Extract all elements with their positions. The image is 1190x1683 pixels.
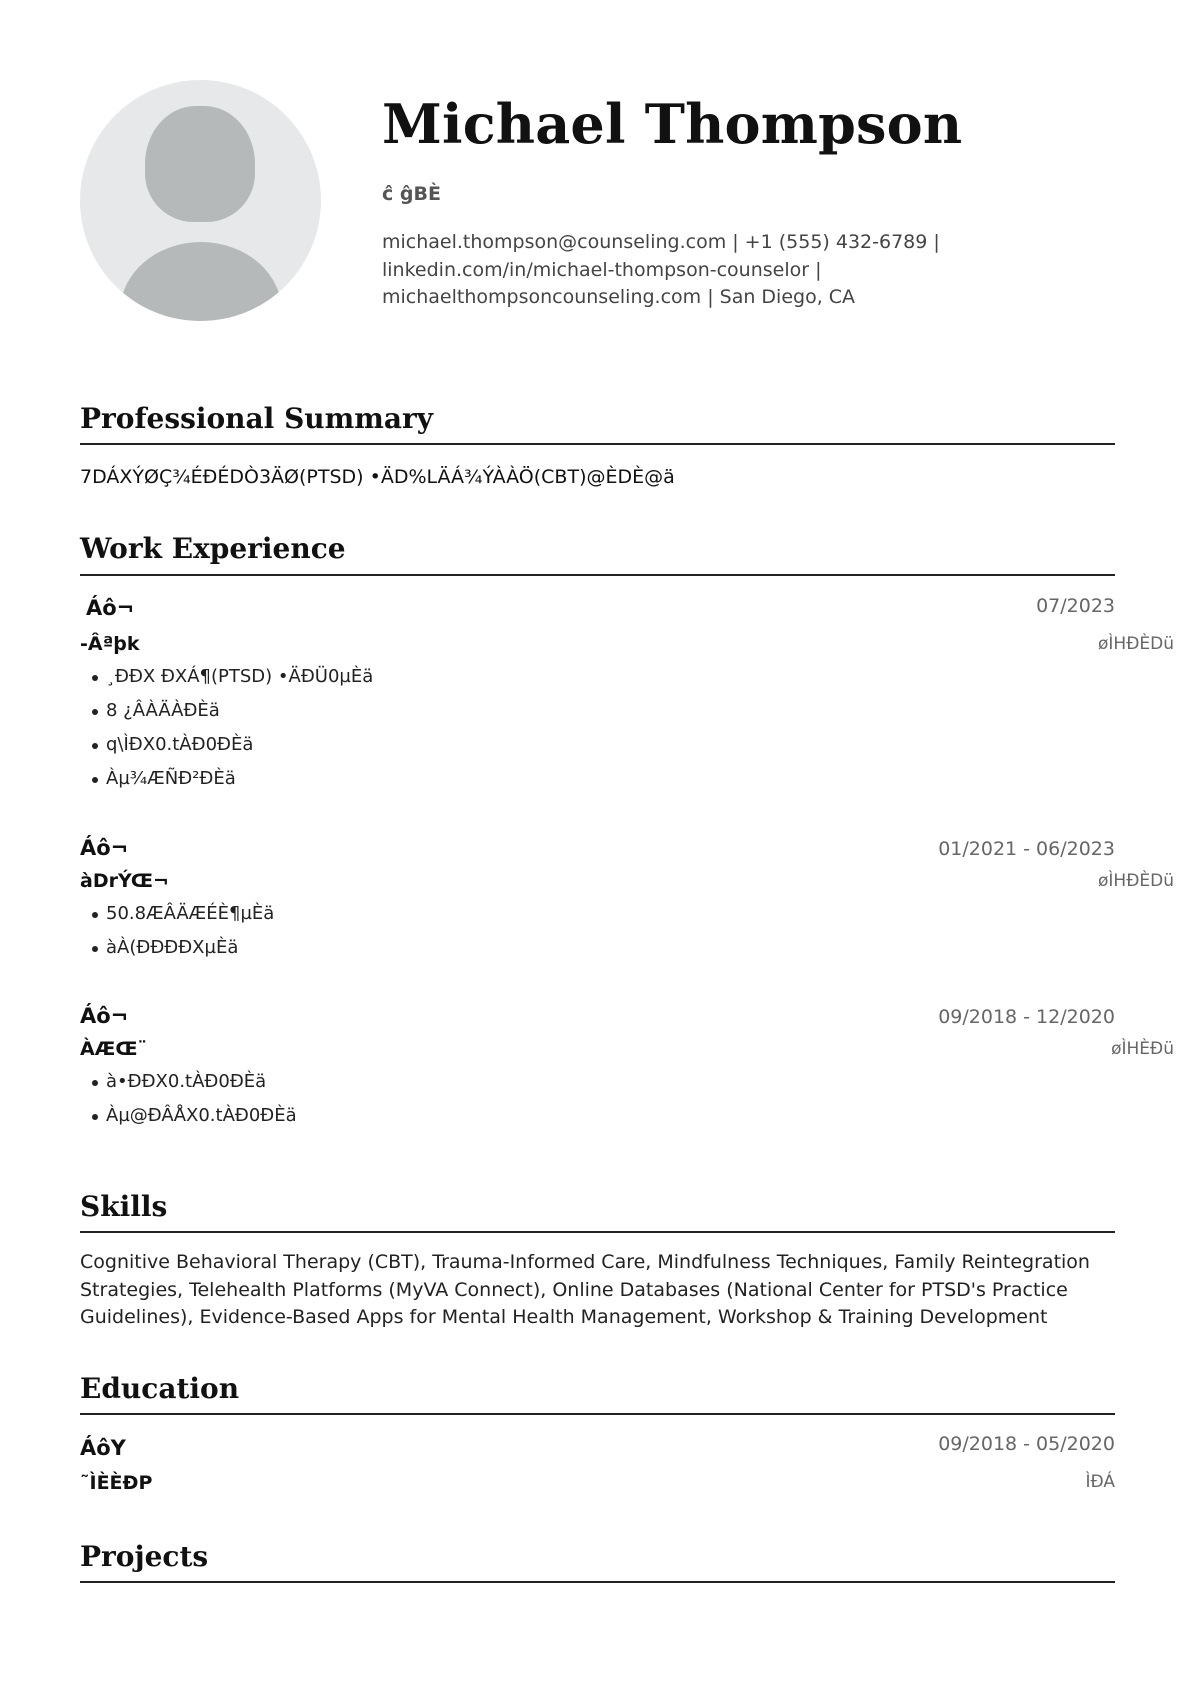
- job-location: øÌHÐÈDü: [1098, 634, 1174, 654]
- section-divider: [80, 1231, 1115, 1233]
- candidate-name: Michael Thompson: [382, 92, 963, 156]
- list-item: ¸ÐÐX ÐXÁ¶(PTSD) •ÄÐÜ0µÈä: [80, 660, 373, 694]
- avatar-head-shape: [145, 106, 255, 222]
- education-school: ˜ÌÈÈÐP: [80, 1472, 153, 1494]
- list-item: q\ÌÐX0.tÀÐ0ÐÈä: [80, 728, 373, 762]
- summary-text: 7DÁXÝØÇ¾ÉÐÉDÒ3ÄØ(PTSD) •ÄD%LÄÁ¾ÝÀÀÖ(CBT)@ÈDÈ@ä: [80, 466, 675, 488]
- education-degree: ÁôY: [80, 1436, 126, 1460]
- section-divider: [80, 574, 1115, 576]
- job-title: Áô¬: [86, 596, 135, 620]
- job-location: øÌHÈÐü: [1111, 1039, 1174, 1059]
- list-item: 50.8ÆÂÄÆÉÈ¶µÈä: [80, 897, 274, 931]
- contact-line: michael.thompson@counseling.com | +1 (555) 432-6789 | linkedin.com/in/michael-thompson-counselor | michaelthompsoncounseling.com | San Diego, CA: [382, 231, 940, 308]
- section-title-summary: Professional Summary: [80, 402, 434, 435]
- list-item: àÀ(ÐÐÐÐXµÈä: [80, 931, 274, 965]
- list-item: Àµ¾ÆÑÐ²ÐÈä: [80, 762, 373, 796]
- job-date: 01/2021 - 06/2023: [938, 838, 1115, 860]
- section-title-experience: Work Experience: [80, 532, 346, 565]
- list-item: à•ÐÐX0.tÀÐ0ÐÈä: [80, 1065, 297, 1099]
- list-item: Àµ@ÐÂÅX0.tÀÐ0ÐÈä: [80, 1099, 297, 1133]
- section-title-education: Education: [80, 1372, 240, 1405]
- job-title: Áô¬: [80, 836, 129, 860]
- education-location: ÌÐÁ: [1085, 1472, 1115, 1492]
- section-title-skills: Skills: [80, 1190, 168, 1223]
- job-bullets: [80, 660, 373, 796]
- skills-text: Cognitive Behavioral Therapy (CBT), Trauma-Informed Care, Mindfulness Techniques, Family Reintegration Strategies, Telehealth Platforms (MyVA Connect), Online Databases (National Center for PTSD's Practice Guidelines), Evidence-Based Apps for Mental Health Management, Workshop & Training Development: [80, 1251, 1090, 1328]
- section-title-projects: Projects: [80, 1540, 209, 1573]
- avatar-body-shape: [120, 242, 282, 321]
- job-title: Áô¬: [80, 1004, 129, 1028]
- avatar-placeholder: [80, 80, 321, 321]
- section-divider: [80, 1413, 1115, 1415]
- list-item: 8 ¿ÂÀÄÀÐÈä: [80, 694, 373, 728]
- job-organization: ÀÆŒ¨: [80, 1038, 147, 1060]
- job-bullets: [80, 897, 274, 965]
- job-date: 09/2018 - 12/2020: [938, 1006, 1115, 1028]
- job-organization: àDrÝŒ¬: [80, 870, 169, 892]
- job-location: øÌHÐÈDü: [1098, 871, 1174, 891]
- job-bullets: [80, 1065, 297, 1133]
- job-organization: -Âªþk: [80, 633, 140, 655]
- section-divider: [80, 1581, 1115, 1583]
- candidate-subtitle: ĉ ĝBÈ: [382, 183, 441, 205]
- education-date: 09/2018 - 05/2020: [938, 1433, 1115, 1455]
- job-date: 07/2023: [1036, 595, 1115, 617]
- section-divider: [80, 443, 1115, 445]
